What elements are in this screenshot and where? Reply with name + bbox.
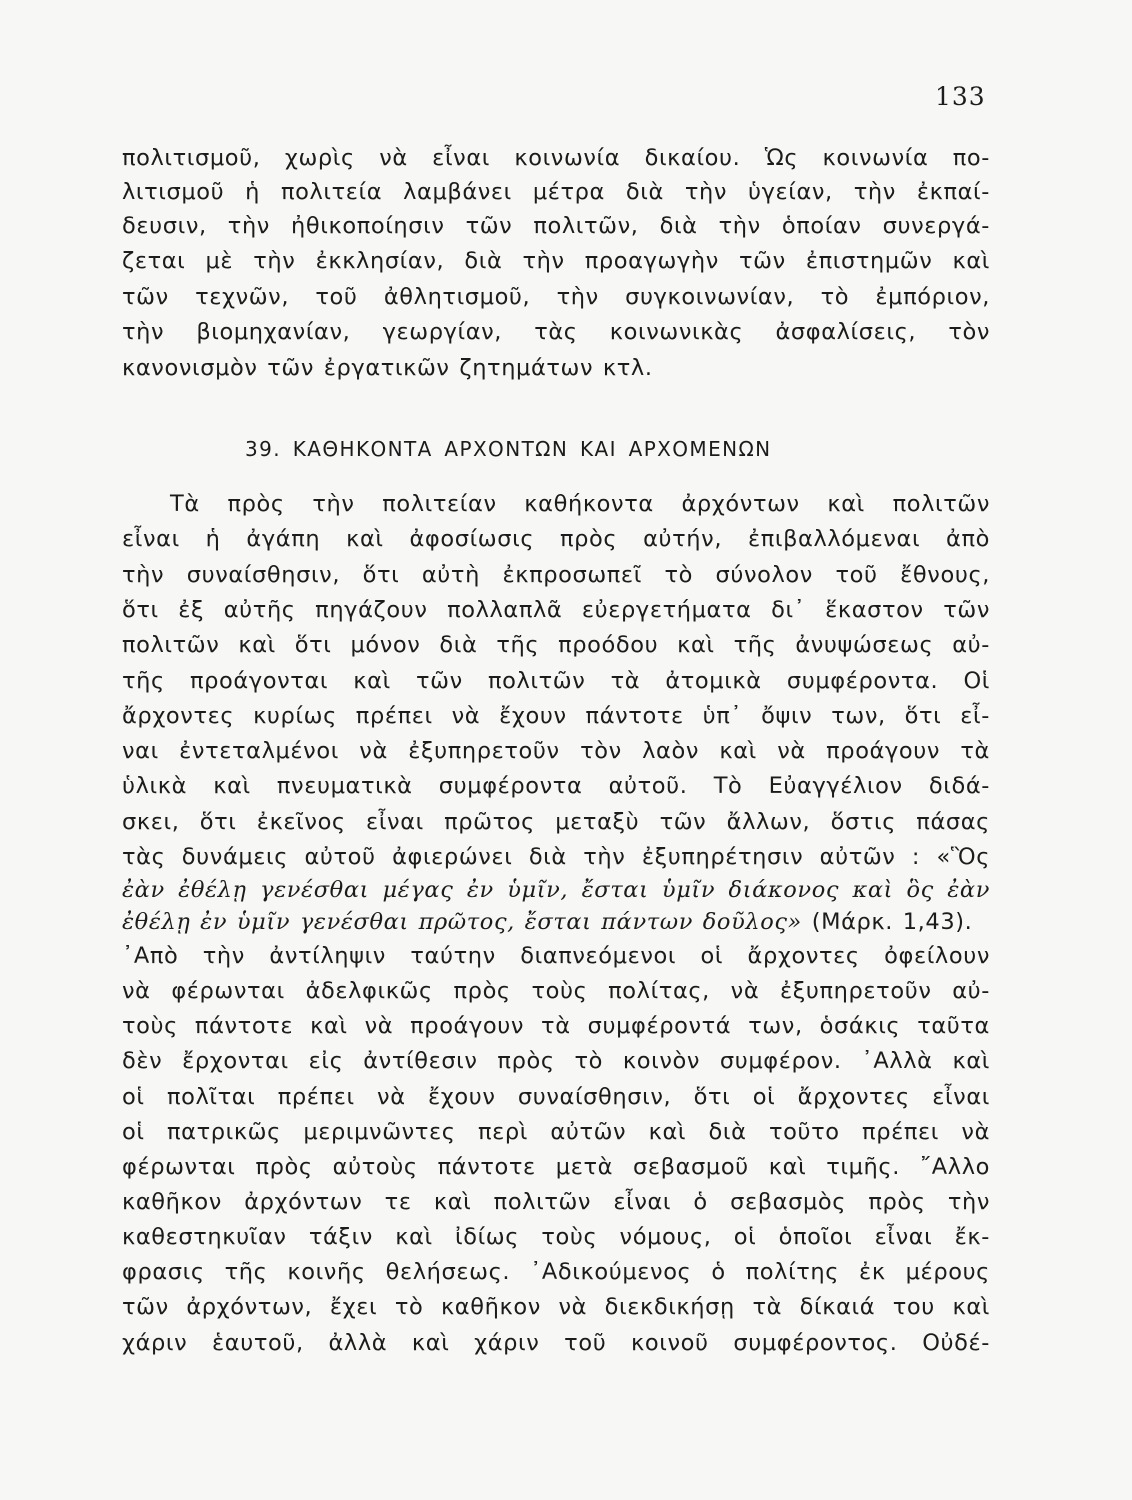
- text-line: σκει, ὅτι ἐκεῖνος εἶναι πρῶτος μεταξὺ τῶν ἄλλων, ὅστις πάσας: [122, 809, 990, 835]
- text-line: οἱ πολῖται πρέπει νὰ ἔχουν συναίσθησιν, ὅτι οἱ ἄρχοντες εἶναι: [122, 1084, 990, 1110]
- text-line: τὴν βιομηχανίαν, γεωργίαν, τὰς κοινωνικὰς ἀσφαλίσεις, τὸν: [122, 319, 990, 345]
- text-line: χάριν ἑαυτοῦ, ἀλλὰ καὶ χάριν τοῦ κοινοῦ συμφέροντος. Οὐδέ-: [122, 1330, 990, 1356]
- text-line: ζεται μὲ τὴν ἐκκλησίαν, διὰ τὴν προαγωγὴν τῶν ἐπιστημῶν καὶ: [122, 248, 990, 274]
- quote-text: ἐθέλῃ ἐν ὑμῖν γενέσθαι πρῶτος, ἔσται πάντων δοῦλος»: [122, 909, 802, 935]
- text-line: τὰς δυνάμεις αὐτοῦ ἀφιερώνει διὰ τὴν ἐξυπηρέτησιν αὐτῶν : «Ὃς: [122, 844, 990, 870]
- text-line: τὴν συναίσθησιν, ὅτι αὐτὴ ἐκπροσωπεῖ τὸ σύνολον τοῦ ἔθνους,: [122, 562, 990, 588]
- text-line: τῆς προάγονται καὶ τῶν πολιτῶν τὰ ἀτομικὰ συμφέροντα. Οἱ: [122, 668, 990, 694]
- text-line: φρασις τῆς κοινῆς θελήσεως. ᾽Αδικούμενος ὁ πολίτης ἐκ μέρους: [122, 1259, 990, 1285]
- quote-line: [122, 908, 990, 936]
- quote-line: [122, 876, 990, 904]
- text-line: πολιτισμοῦ, χωρὶς νὰ εἶναι κοινωνία δικαίου. Ὡς κοινωνία πο-: [122, 145, 990, 171]
- text-line: τῶν ἀρχόντων, ἔχει τὸ καθῆκον νὰ διεκδικήσῃ τὰ δίκαιά του καὶ: [122, 1294, 990, 1320]
- text-line: ὅτι ἐξ αὐτῆς πηγάζουν πολλαπλᾶ εὐεργετήματα δι᾽ ἕκαστον τῶν: [122, 597, 990, 623]
- text-line: τοὺς πάντοτε καὶ νὰ προάγουν τὰ συμφέροντά των, ὁσάκις ταῦτα: [122, 1013, 990, 1039]
- section-heading: 39. ΚΑΘΗΚΟΝΤΑ ΑΡΧΟΝΤΩΝ ΚΑΙ ΑΡΧΟΜΕΝΩΝ: [245, 437, 772, 461]
- text-line: δὲν ἔρχονται εἰς ἀντίθεσιν πρὸς τὸ κοινὸν συμφέρον. ᾽Αλλὰ καὶ: [122, 1048, 990, 1074]
- quote-reference: (Μάρκ. 1,43).: [801, 909, 973, 935]
- text-line: τῶν τεχνῶν, τοῦ ἀθλητισμοῦ, τὴν συγκοινωνίαν, τὸ ἐμπόριον,: [122, 284, 990, 310]
- text-line: καθῆκον ἀρχόντων τε καὶ πολιτῶν εἶναι ὁ σεβασμὸς πρὸς τὴν: [122, 1189, 990, 1215]
- text-line: πολιτῶν καὶ ὅτι μόνον διὰ τῆς προόδου καὶ τῆς ἀνυψώσεως αὐ-: [122, 632, 990, 658]
- text-line: καθεστηκυῖαν τάξιν καὶ ἰδίως τοὺς νόμους, οἱ ὁποῖοι εἶναι ἔκ-: [122, 1224, 990, 1250]
- text-line: ᾽Απὸ τὴν ἀντίληψιν ταύτην διαπνεόμενοι οἱ ἄρχοντες ὀφείλουν: [122, 943, 990, 969]
- text-line: ὑλικὰ καὶ πνευματικὰ συμφέροντα αὐτοῦ. Τὸ Εὐαγγέλιον διδά-: [122, 773, 990, 799]
- text-line: ἄρχοντες κυρίως πρέπει νὰ ἔχουν πάντοτε ὑπ᾽ ὄψιν των, ὅτι εἶ-: [122, 703, 990, 729]
- text-line: οἱ πατρικῶς μεριμνῶντες περὶ αὐτῶν καὶ διὰ τοῦτο πρέπει νὰ: [122, 1119, 990, 1145]
- text-line: φέρωνται πρὸς αὐτοὺς πάντοτε μετὰ σεβασμοῦ καὶ τιμῆς. ῎Αλλο: [122, 1154, 990, 1180]
- text-line: κανονισμὸν τῶν ἐργατικῶν ζητημάτων κτλ.: [122, 355, 653, 381]
- text-line: Τὰ πρὸς τὴν πολιτείαν καθήκοντα ἀρχόντων καὶ πολιτῶν: [170, 491, 990, 517]
- text-line: ναι ἐντεταλμένοι νὰ ἐξυπηρετοῦν τὸν λαὸν καὶ νὰ προάγουν τὰ: [122, 738, 990, 764]
- quote-text: ἐὰν ἐθέλῃ γενέσθαι μέγας ἐν ὑμῖν, ἔσται ὑμῖν διάκονος καὶ ὃς ἐὰν: [122, 877, 990, 903]
- text-line: δευσιν, τὴν ἠθικοποίησιν τῶν πολιτῶν, διὰ τὴν ὁποίαν συνεργά-: [122, 213, 990, 239]
- text-line: νὰ φέρωνται ἀδελφικῶς πρὸς τοὺς πολίτας, νὰ ἐξυπηρετοῦν αὐ-: [122, 978, 990, 1004]
- text-line: λιτισμοῦ ἡ πολιτεία λαμβάνει μέτρα διὰ τὴν ὑγείαν, τὴν ἐκπαί-: [122, 179, 990, 205]
- text-line: εἶναι ἡ ἀγάπη καὶ ἀφοσίωσις πρὸς αὐτήν, ἐπιβαλλόμεναι ἀπὸ: [122, 526, 990, 552]
- page-number: 133: [935, 82, 986, 111]
